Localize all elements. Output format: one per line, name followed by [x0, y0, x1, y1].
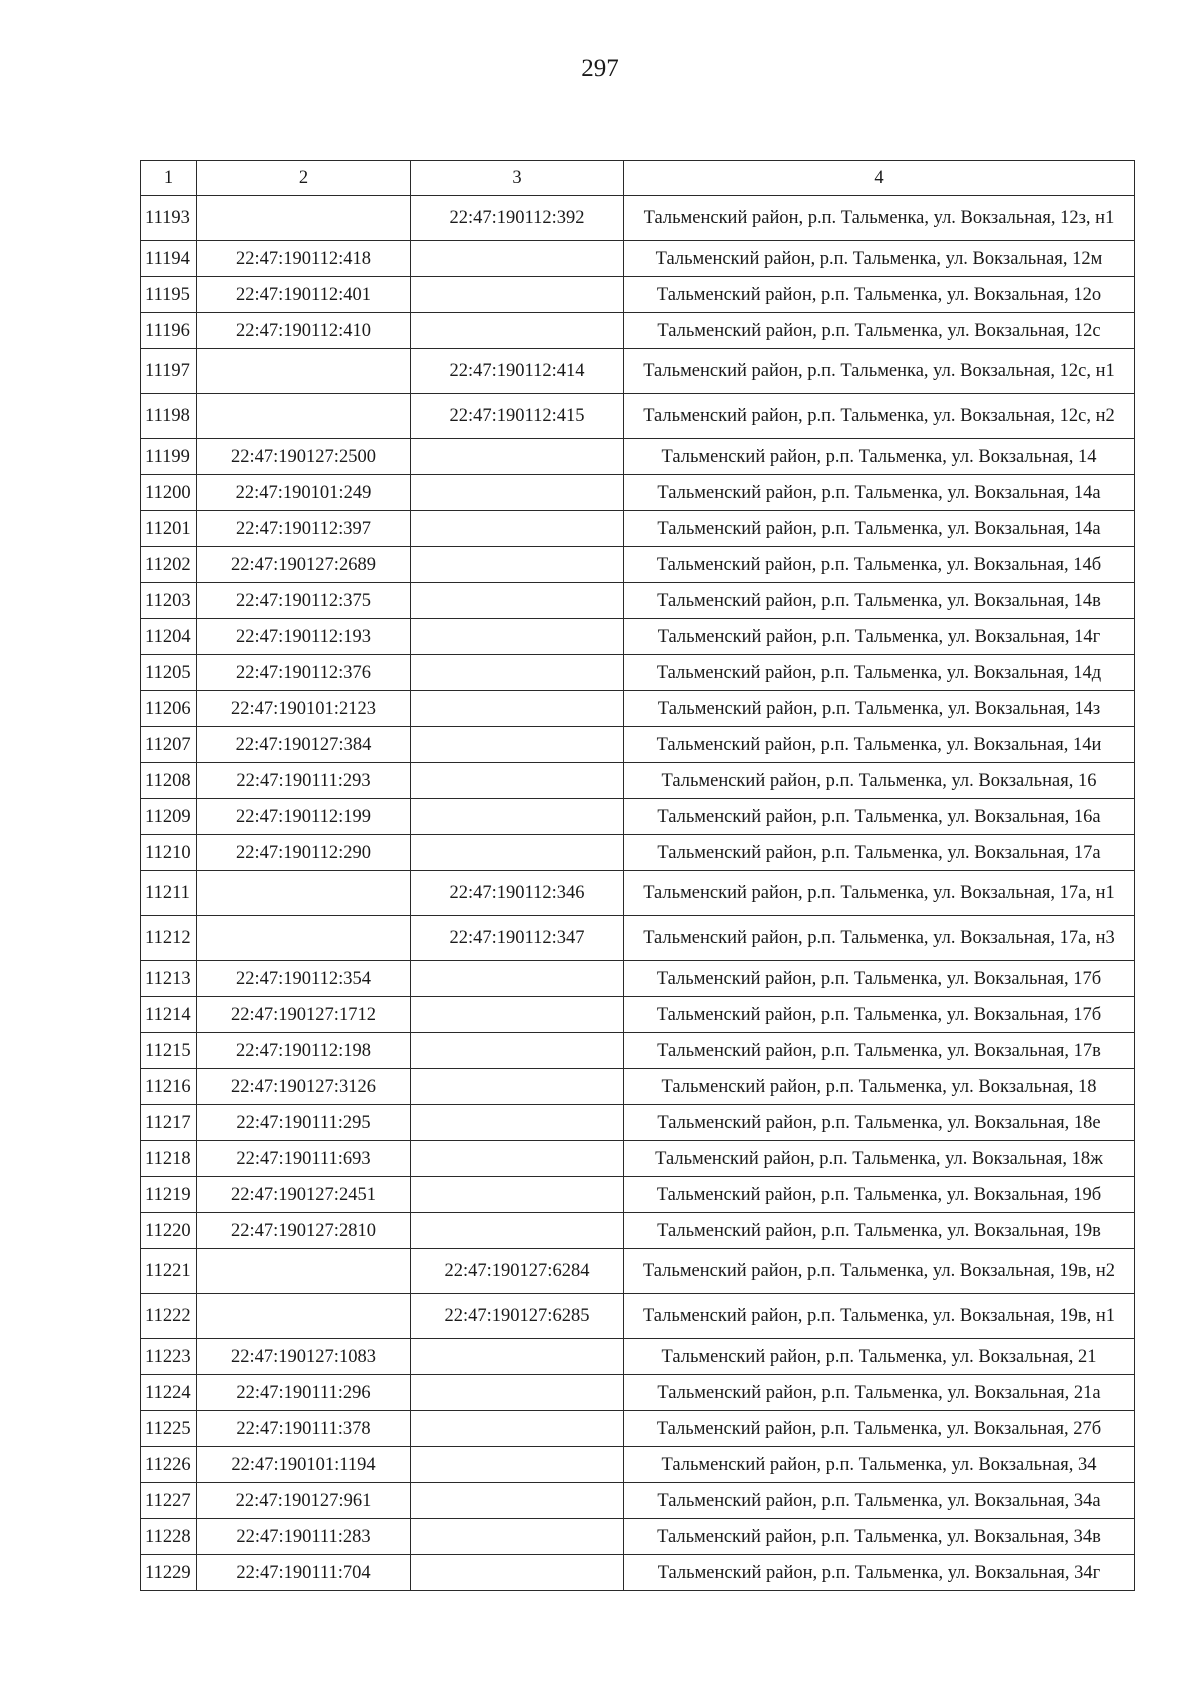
row-number-cell: 11197: [141, 349, 197, 394]
table-row: [141, 799, 1135, 835]
table-row: [141, 1411, 1135, 1447]
address-cell: Тальменский район, р.п. Тальменка, ул. Вокзальная, 14д: [624, 655, 1135, 691]
cadastral-number-cell: 22:47:190111:283: [197, 1519, 411, 1555]
cadastral-number-cell: 22:47:190101:249: [197, 475, 411, 511]
table-row: [141, 196, 1135, 241]
row-number-cell: 11219: [141, 1177, 197, 1213]
row-number-cell: 11227: [141, 1483, 197, 1519]
address-cell: Тальменский район, р.п. Тальменка, ул. Вокзальная, 34: [624, 1447, 1135, 1483]
table-row: [141, 439, 1135, 475]
table-row: [141, 547, 1135, 583]
building-cadastral-number-cell: [411, 1069, 624, 1105]
row-number-cell: 11220: [141, 1213, 197, 1249]
table-row: [141, 349, 1135, 394]
address-cell: Тальменский район, р.п. Тальменка, ул. Вокзальная, 16а: [624, 799, 1135, 835]
address-cell: Тальменский район, р.п. Тальменка, ул. Вокзальная, 17в: [624, 1033, 1135, 1069]
address-cell: Тальменский район, р.п. Тальменка, ул. Вокзальная, 16: [624, 763, 1135, 799]
cadastral-number-cell: 22:47:190127:2810: [197, 1213, 411, 1249]
building-cadastral-number-cell: [411, 727, 624, 763]
cadastral-number-cell: [197, 196, 411, 241]
building-cadastral-number-cell: [411, 1375, 624, 1411]
address-cell: Тальменский район, р.п. Тальменка, ул. Вокзальная, 27б: [624, 1411, 1135, 1447]
address-cell: Тальменский район, р.п. Тальменка, ул. Вокзальная, 17а, н1: [624, 871, 1135, 916]
address-cell: Тальменский район, р.п. Тальменка, ул. Вокзальная, 34г: [624, 1555, 1135, 1591]
row-number-cell: 11207: [141, 727, 197, 763]
building-cadastral-number-cell: [411, 763, 624, 799]
table-row: [141, 1213, 1135, 1249]
table-row: [141, 871, 1135, 916]
building-cadastral-number-cell: 22:47:190112:346: [411, 871, 624, 916]
table-row: [141, 241, 1135, 277]
cadastral-number-cell: 22:47:190111:293: [197, 763, 411, 799]
building-cadastral-number-cell: [411, 1105, 624, 1141]
address-cell: Тальменский район, р.п. Тальменка, ул. Вокзальная, 19в: [624, 1213, 1135, 1249]
address-cell: Тальменский район, р.п. Тальменка, ул. Вокзальная, 12м: [624, 241, 1135, 277]
table-row: [141, 655, 1135, 691]
address-cell: Тальменский район, р.п. Тальменка, ул. Вокзальная, 19в, н2: [624, 1249, 1135, 1294]
building-cadastral-number-cell: [411, 1411, 624, 1447]
table-row: [141, 1069, 1135, 1105]
row-number-cell: 11212: [141, 916, 197, 961]
building-cadastral-number-cell: [411, 1447, 624, 1483]
table-row: [141, 916, 1135, 961]
row-number-cell: 11195: [141, 277, 197, 313]
cadastral-number-cell: [197, 1249, 411, 1294]
cadastral-number-cell: 22:47:190112:397: [197, 511, 411, 547]
header-cell: 1: [141, 161, 197, 196]
row-number-cell: 11194: [141, 241, 197, 277]
address-cell: Тальменский район, р.п. Тальменка, ул. Вокзальная, 17а, н3: [624, 916, 1135, 961]
cadastral-number-cell: 22:47:190112:290: [197, 835, 411, 871]
cadastral-number-cell: 22:47:190101:2123: [197, 691, 411, 727]
address-cell: Тальменский район, р.п. Тальменка, ул. Вокзальная, 18е: [624, 1105, 1135, 1141]
cadastral-number-cell: [197, 394, 411, 439]
row-number-cell: 11193: [141, 196, 197, 241]
cadastral-number-cell: [197, 871, 411, 916]
building-cadastral-number-cell: [411, 1213, 624, 1249]
row-number-cell: 11226: [141, 1447, 197, 1483]
address-cell: Тальменский район, р.п. Тальменка, ул. Вокзальная, 17а: [624, 835, 1135, 871]
building-cadastral-number-cell: 22:47:190112:414: [411, 349, 624, 394]
row-number-cell: 11218: [141, 1141, 197, 1177]
row-number-cell: 11208: [141, 763, 197, 799]
table-row: [141, 1519, 1135, 1555]
address-cell: Тальменский район, р.п. Тальменка, ул. Вокзальная, 14: [624, 439, 1135, 475]
address-cell: Тальменский район, р.п. Тальменка, ул. Вокзальная, 21а: [624, 1375, 1135, 1411]
row-number-cell: 11223: [141, 1339, 197, 1375]
address-cell: Тальменский район, р.п. Тальменка, ул. Вокзальная, 19б: [624, 1177, 1135, 1213]
address-cell: Тальменский район, р.п. Тальменка, ул. Вокзальная, 14а: [624, 511, 1135, 547]
address-cell: Тальменский район, р.п. Тальменка, ул. Вокзальная, 12о: [624, 277, 1135, 313]
building-cadastral-number-cell: [411, 1033, 624, 1069]
table-row: [141, 313, 1135, 349]
table-row: [141, 691, 1135, 727]
building-cadastral-number-cell: [411, 439, 624, 475]
table-row: [141, 961, 1135, 997]
table-header-row: [141, 161, 1135, 196]
table-row: [141, 1177, 1135, 1213]
building-cadastral-number-cell: 22:47:190127:6284: [411, 1249, 624, 1294]
table-row: [141, 394, 1135, 439]
cadastral-number-cell: 22:47:190112:199: [197, 799, 411, 835]
row-number-cell: 11196: [141, 313, 197, 349]
cadastral-number-cell: 22:47:190127:1083: [197, 1339, 411, 1375]
address-cell: Тальменский район, р.п. Тальменка, ул. Вокзальная, 14а: [624, 475, 1135, 511]
building-cadastral-number-cell: [411, 313, 624, 349]
header-cell: 3: [411, 161, 624, 196]
building-cadastral-number-cell: [411, 1483, 624, 1519]
table-row: [141, 1375, 1135, 1411]
row-number-cell: 11204: [141, 619, 197, 655]
table-row: [141, 583, 1135, 619]
table-row: [141, 1105, 1135, 1141]
row-number-cell: 11224: [141, 1375, 197, 1411]
cadastral-number-cell: 22:47:190112:193: [197, 619, 411, 655]
header-cell: 4: [624, 161, 1135, 196]
address-cell: Тальменский район, р.п. Тальменка, ул. Вокзальная, 14в: [624, 583, 1135, 619]
cadastral-number-cell: 22:47:190112:376: [197, 655, 411, 691]
address-cell: Тальменский район, р.п. Тальменка, ул. Вокзальная, 34а: [624, 1483, 1135, 1519]
building-cadastral-number-cell: [411, 835, 624, 871]
row-number-cell: 11215: [141, 1033, 197, 1069]
row-number-cell: 11210: [141, 835, 197, 871]
table-row: [141, 1249, 1135, 1294]
table-row: [141, 1033, 1135, 1069]
address-cell: Тальменский район, р.п. Тальменка, ул. Вокзальная, 12з, н1: [624, 196, 1135, 241]
row-number-cell: 11203: [141, 583, 197, 619]
table-row: [141, 277, 1135, 313]
address-cell: Тальменский район, р.п. Тальменка, ул. Вокзальная, 14з: [624, 691, 1135, 727]
row-number-cell: 11206: [141, 691, 197, 727]
address-cell: Тальменский район, р.п. Тальменка, ул. Вокзальная, 18ж: [624, 1141, 1135, 1177]
address-cell: Тальменский район, р.п. Тальменка, ул. Вокзальная, 17б: [624, 961, 1135, 997]
row-number-cell: 11229: [141, 1555, 197, 1591]
building-cadastral-number-cell: [411, 511, 624, 547]
address-cell: Тальменский район, р.п. Тальменка, ул. Вокзальная, 17б: [624, 997, 1135, 1033]
row-number-cell: 11222: [141, 1294, 197, 1339]
building-cadastral-number-cell: 22:47:190112:392: [411, 196, 624, 241]
row-number-cell: 11199: [141, 439, 197, 475]
cadastral-number-cell: 22:47:190127:384: [197, 727, 411, 763]
row-number-cell: 11217: [141, 1105, 197, 1141]
table-row: [141, 1141, 1135, 1177]
row-number-cell: 11213: [141, 961, 197, 997]
address-cell: Тальменский район, р.п. Тальменка, ул. Вокзальная, 21: [624, 1339, 1135, 1375]
address-cell: Тальменский район, р.п. Тальменка, ул. Вокзальная, 34в: [624, 1519, 1135, 1555]
row-number-cell: 11198: [141, 394, 197, 439]
building-cadastral-number-cell: [411, 583, 624, 619]
building-cadastral-number-cell: 22:47:190112:347: [411, 916, 624, 961]
cadastral-number-cell: 22:47:190127:3126: [197, 1069, 411, 1105]
row-number-cell: 11205: [141, 655, 197, 691]
building-cadastral-number-cell: [411, 277, 624, 313]
row-number-cell: 11200: [141, 475, 197, 511]
cadastral-number-cell: 22:47:190127:961: [197, 1483, 411, 1519]
address-cell: Тальменский район, р.п. Тальменка, ул. Вокзальная, 12с, н2: [624, 394, 1135, 439]
address-cell: Тальменский район, р.п. Тальменка, ул. Вокзальная, 19в, н1: [624, 1294, 1135, 1339]
building-cadastral-number-cell: [411, 655, 624, 691]
cadastral-number-cell: 22:47:190127:2500: [197, 439, 411, 475]
table-row: [141, 1555, 1135, 1591]
cadastral-number-cell: [197, 1294, 411, 1339]
row-number-cell: 11209: [141, 799, 197, 835]
row-number-cell: 11216: [141, 1069, 197, 1105]
cadastral-number-cell: 22:47:190112:410: [197, 313, 411, 349]
building-cadastral-number-cell: [411, 799, 624, 835]
row-number-cell: 11214: [141, 997, 197, 1033]
building-cadastral-number-cell: 22:47:190112:415: [411, 394, 624, 439]
cadastral-number-cell: [197, 916, 411, 961]
header-cell: 2: [197, 161, 411, 196]
table-row: [141, 1447, 1135, 1483]
cadastral-number-cell: 22:47:190111:693: [197, 1141, 411, 1177]
building-cadastral-number-cell: [411, 547, 624, 583]
building-cadastral-number-cell: [411, 1339, 624, 1375]
building-cadastral-number-cell: [411, 1555, 624, 1591]
page-number: 297: [581, 55, 619, 82]
cadastral-number-cell: 22:47:190101:1194: [197, 1447, 411, 1483]
cadastral-number-cell: 22:47:190112:401: [197, 277, 411, 313]
building-cadastral-number-cell: 22:47:190127:6285: [411, 1294, 624, 1339]
cadastral-number-cell: 22:47:190112:198: [197, 1033, 411, 1069]
cadastral-number-cell: 22:47:190112:354: [197, 961, 411, 997]
cadastral-number-cell: 22:47:190112:375: [197, 583, 411, 619]
table-row: [141, 475, 1135, 511]
building-cadastral-number-cell: [411, 475, 624, 511]
building-cadastral-number-cell: [411, 961, 624, 997]
cadastral-number-cell: 22:47:190111:378: [197, 1411, 411, 1447]
table-row: [141, 1339, 1135, 1375]
row-number-cell: 11225: [141, 1411, 197, 1447]
address-cell: Тальменский район, р.п. Тальменка, ул. Вокзальная, 12с, н1: [624, 349, 1135, 394]
table-row: [141, 727, 1135, 763]
registry-table: [140, 160, 1135, 1591]
building-cadastral-number-cell: [411, 1141, 624, 1177]
building-cadastral-number-cell: [411, 1519, 624, 1555]
row-number-cell: 11202: [141, 547, 197, 583]
cadastral-number-cell: 22:47:190111:295: [197, 1105, 411, 1141]
address-cell: Тальменский район, р.п. Тальменка, ул. Вокзальная, 14и: [624, 727, 1135, 763]
address-cell: Тальменский район, р.п. Тальменка, ул. Вокзальная, 14б: [624, 547, 1135, 583]
cadastral-number-cell: 22:47:190112:418: [197, 241, 411, 277]
table-row: [141, 1483, 1135, 1519]
building-cadastral-number-cell: [411, 997, 624, 1033]
table-row: [141, 1294, 1135, 1339]
cadastral-number-cell: [197, 349, 411, 394]
table-row: [141, 511, 1135, 547]
table-row: [141, 835, 1135, 871]
building-cadastral-number-cell: [411, 241, 624, 277]
table-row: [141, 997, 1135, 1033]
row-number-cell: 11211: [141, 871, 197, 916]
row-number-cell: 11201: [141, 511, 197, 547]
cadastral-number-cell: 22:47:190127:2689: [197, 547, 411, 583]
table-row: [141, 619, 1135, 655]
building-cadastral-number-cell: [411, 619, 624, 655]
cadastral-number-cell: 22:47:190111:296: [197, 1375, 411, 1411]
cadastral-number-cell: 22:47:190127:1712: [197, 997, 411, 1033]
address-cell: Тальменский район, р.п. Тальменка, ул. Вокзальная, 14г: [624, 619, 1135, 655]
address-cell: Тальменский район, р.п. Тальменка, ул. Вокзальная, 12с: [624, 313, 1135, 349]
row-number-cell: 11228: [141, 1519, 197, 1555]
cadastral-number-cell: 22:47:190111:704: [197, 1555, 411, 1591]
address-cell: Тальменский район, р.п. Тальменка, ул. Вокзальная, 18: [624, 1069, 1135, 1105]
row-number-cell: 11221: [141, 1249, 197, 1294]
building-cadastral-number-cell: [411, 691, 624, 727]
table-row: [141, 763, 1135, 799]
building-cadastral-number-cell: [411, 1177, 624, 1213]
cadastral-number-cell: 22:47:190127:2451: [197, 1177, 411, 1213]
